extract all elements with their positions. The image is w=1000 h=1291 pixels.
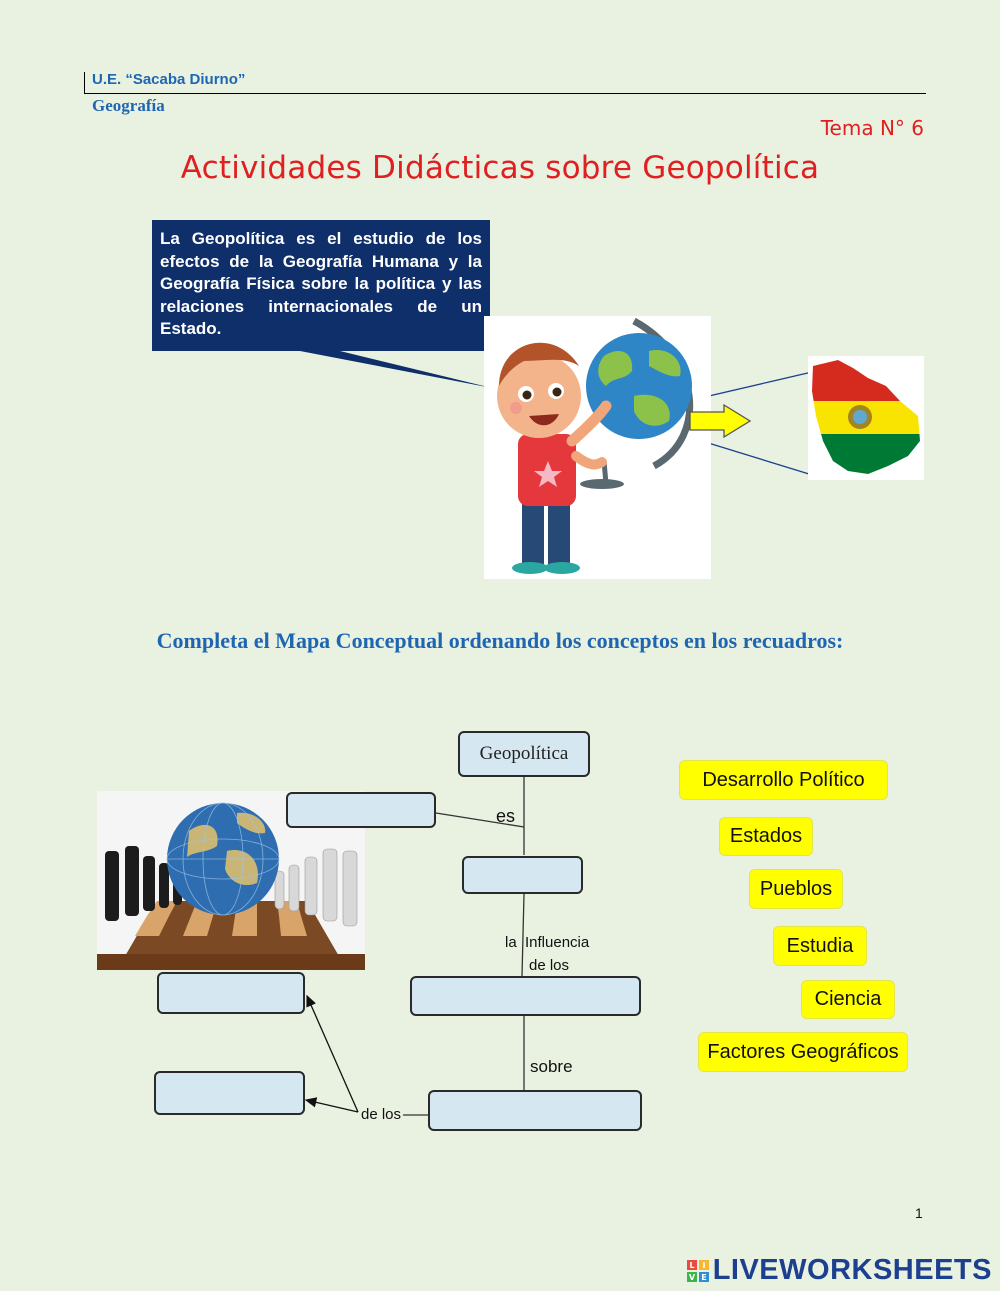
page-number: 1 — [915, 1205, 923, 1221]
liveworksheets-icon — [687, 1260, 709, 1282]
connector-de-los-2: de los — [361, 1106, 402, 1123]
blank-influencia[interactable] — [410, 976, 641, 1016]
arrow-to-left-top — [307, 996, 358, 1112]
blank-left-bottom[interactable] — [154, 1071, 305, 1115]
svg-text:E: E — [700, 1272, 707, 1282]
blank-left-top[interactable] — [157, 972, 305, 1014]
word-chip-ciencia[interactable]: Ciencia — [802, 981, 894, 1018]
word-chip-pueblos[interactable]: Pueblos — [750, 870, 842, 908]
blank-es[interactable] — [286, 792, 436, 828]
subject-label: Geografía — [92, 96, 165, 115]
word-chip-factores-geograficos[interactable]: Factores Geográficos — [699, 1033, 907, 1071]
liveworksheets-logo — [687, 1254, 992, 1287]
blank-sobre[interactable] — [428, 1090, 642, 1131]
arrow-to-left-bottom — [306, 1100, 358, 1112]
connector-influencia: la Influencia — [505, 934, 590, 951]
page-title: Actividades Didácticas sobre Geopolítica — [180, 150, 820, 186]
root-node-geopolitica: Geopolítica — [458, 731, 590, 777]
connector-es: es — [496, 806, 516, 826]
connector-de-los-1: de los — [529, 957, 570, 974]
blank-center[interactable] — [462, 856, 583, 894]
instruction-text: Completa el Mapa Conceptual ordenando los conceptos en los recuadros: — [156, 628, 844, 653]
definition-text: La Geopolítica es el estudio de los efectos de la Geografía Humana y la Geografía Física sobre la política y las relaciones internacionales de un Estado. — [160, 229, 482, 338]
svg-text:L: L — [689, 1260, 695, 1270]
school-name: U.E. “Sacaba Diurno” — [92, 71, 246, 88]
topic-number: Tema N° 6 — [820, 116, 924, 140]
word-chip-estados[interactable]: Estados — [720, 818, 812, 855]
word-chip-desarrollo-politico[interactable]: Desarrollo Político — [680, 761, 887, 799]
word-chip-estudia[interactable]: Estudia — [774, 927, 866, 965]
brand-text: LIVEWORKSHEETS — [712, 1254, 992, 1286]
connector-sobre: sobre — [530, 1057, 573, 1076]
svg-text:I: I — [702, 1260, 706, 1270]
svg-text:V: V — [688, 1272, 695, 1282]
